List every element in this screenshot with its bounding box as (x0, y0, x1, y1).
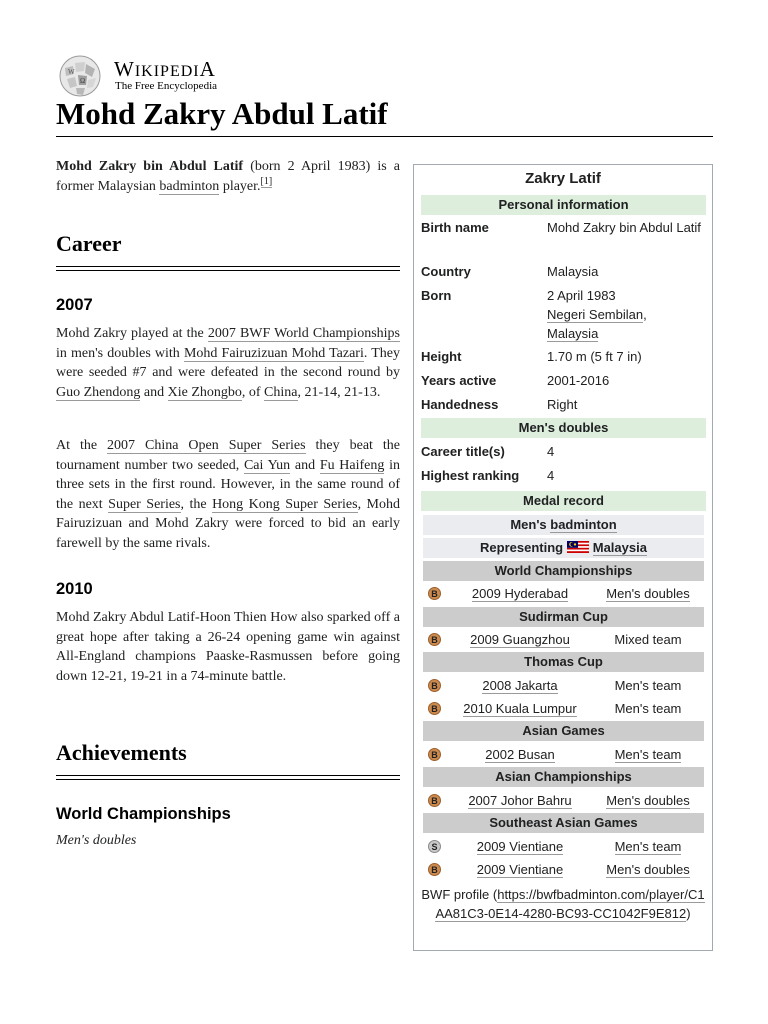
medal-category-link[interactable]: Men's doubles (606, 862, 690, 877)
heading-2010: 2010 (56, 580, 93, 598)
infobox-title: Zakry Latif (525, 170, 601, 187)
subject-name: Mohd Zakry bin Abdul Latif (56, 159, 244, 174)
svg-text:Ω: Ω (80, 77, 86, 85)
wikipedia-wordmark: WIKIPEDIA (114, 57, 216, 81)
medal-section-southeast-asian-games: Southeast Asian Games (423, 813, 704, 833)
medal-category-link[interactable]: Men's team (614, 839, 682, 854)
bwf-profile-link[interactable]: https://bwfbadminton.com/player/C1AA81C3-0E14-4280-BC93-CC1042F9E812 (435, 887, 705, 921)
bronze-medal-icon: B (428, 633, 441, 646)
medal-row (423, 790, 704, 811)
bronze-medal-icon: B (428, 863, 441, 876)
link-xie-zhongbo[interactable]: Xie Zhongbo (167, 384, 242, 400)
medal-category-text: Mixed team (614, 632, 682, 647)
paragraph-2007-1-block (56, 324, 400, 416)
link-fu-haifeng[interactable]: Fu Haifeng (319, 457, 385, 473)
link-china[interactable]: China (264, 384, 298, 400)
career-heading-block (56, 231, 400, 271)
medal-event-link[interactable]: 2010 Kuala Lumpur (463, 701, 577, 716)
wikipedia-tagline: The Free Encyclopedia (115, 80, 218, 92)
reference-1[interactable]: [1] (260, 175, 273, 187)
link-2007-china-open[interactable]: 2007 China Open Super Series (107, 438, 306, 453)
medal-section-asian-championships: Asian Championships (423, 767, 704, 787)
intro-section (56, 157, 400, 210)
paragraph-2007-1: Mohd Zakry played at the 2007 BWF World Championships in men's doubles with Mohd Fairuzizuan Mohd Tazari. They were seeded #7 and were defeated in the second round by Guo Zhendong and Xie Zhongbo, of China, 21-14, 21-13. (56, 326, 401, 400)
medal-category-text: Men's team (614, 701, 682, 716)
career-heading: Career (56, 231, 122, 256)
link-guo-zhendong[interactable]: Guo Zhendong (56, 384, 141, 400)
section-2007 (56, 296, 400, 315)
bronze-medal-icon: B (428, 587, 441, 600)
link-badminton-medal[interactable]: badminton (550, 517, 617, 532)
link-mohd-fairuzizuan[interactable]: Mohd Fairuzizuan Mohd Tazari (183, 345, 364, 361)
paragraph-2007-2-block (56, 436, 400, 567)
mens-doubles-header: Men's doubles (421, 418, 706, 438)
mens-doubles-caption: Men's doubles (56, 833, 137, 848)
paragraph-2007-2: At the 2007 China Open Super Series they beat the tournament number two seeded, Cai Yun and Fu Haifeng in three sets in the first round. However, in the same round of the next Super Series, the Hong Kong Super Series, Mohd Fairuzizuan and Mohd Zakry were forced to bid an early farewell by the same rivals. (56, 438, 401, 551)
medal-row (423, 836, 704, 857)
medal-category-link[interactable]: Men's doubles (606, 793, 690, 808)
medal-row (423, 675, 704, 696)
page-title: Mohd Zakry Abdul Latif (56, 96, 388, 131)
link-super-series[interactable]: Super Series (108, 496, 181, 512)
section-2010 (56, 580, 400, 599)
medal-row (423, 583, 704, 604)
link-malaysia[interactable]: Malaysia (547, 326, 599, 341)
medal-section-thomas-cup: Thomas Cup (423, 652, 704, 672)
section-divider (56, 266, 400, 271)
medal-event-link[interactable]: 2008 Jakarta (482, 678, 558, 693)
medal-event-link[interactable]: 2009 Hyderabad (471, 586, 569, 601)
svg-text:W: W (68, 68, 75, 76)
medal-row (423, 744, 704, 765)
infobox: Zakry Latif Personal information Birth name Mohd Zakry bin Abdul Latif Country Malaysia Born 2 April 1983 Negeri Sembilan, Malaysia Height 1.70 m (5 ft 7 in) Years active 2001-2016 Handedness Right Men's doubles Career title(s) 4 Highest ranking 4 Medal record Men's badminton Representing Malaysia World Championships B 2009 Hyderabad Men's doubles Sudirman Cup B 2009 Guangzhou Mixed team Thomas Cup B 2008 Jakarta Men's team B 2010 Kuala Lumpur Men's team Asian Games B 2002 Busan Men's team Asian Championships B 2007 Johor Bahru Men's doubles Southeast Asian Games S 2009 Vientiane Men's team B 2009 Vientiane Men's doubles BWF profile (https://bwfbadminton.com/player/C1AA81C3-0E14-4280-BC93-CC1042F9E812) (413, 164, 713, 951)
medal-row (423, 629, 704, 650)
medal-section-asian-games: Asian Games (423, 721, 704, 741)
intro-paragraph: Mohd Zakry bin Abdul Latif (born 2 April 1983) is a former Malaysian badminton player.[1] (56, 159, 400, 194)
world-championships-block (56, 805, 400, 824)
world-championships-heading: World Championships (56, 805, 231, 823)
link-2007-bwf-world-championships[interactable]: 2007 BWF World Championships (207, 326, 400, 341)
medal-event-link[interactable]: 2009 Guangzhou (470, 632, 570, 647)
link-badminton[interactable]: badminton (159, 178, 220, 194)
link-representing-malaysia[interactable]: Malaysia (592, 540, 647, 555)
silver-medal-icon: S (428, 840, 441, 853)
medal-event-link[interactable]: 2009 Vientiane (476, 862, 564, 877)
section-divider (56, 775, 400, 780)
title-divider (56, 136, 713, 137)
medal-record-header: Medal record (421, 491, 706, 511)
medal-event-link[interactable]: 2007 Johor Bahru (468, 793, 572, 808)
medal-sport-row: Men's badminton (423, 515, 704, 535)
heading-2007: 2007 (56, 296, 93, 314)
bronze-medal-icon: B (428, 702, 441, 715)
bwf-profile-footer: BWF profile (https://bwfbadminton.com/player/C1AA81C3-0E14-4280-BC93-CC1042F9E812) (421, 887, 705, 921)
bronze-medal-icon: B (428, 748, 441, 761)
personal-information-header: Personal information (421, 195, 706, 215)
medal-event-link[interactable]: 2009 Vientiane (476, 839, 564, 854)
medal-section-world-championships: World Championships (423, 561, 704, 581)
medal-row (423, 698, 704, 719)
wikipedia-globe-icon (56, 54, 104, 98)
bronze-medal-icon: B (428, 794, 441, 807)
bronze-medal-icon: B (428, 679, 441, 692)
paragraph-2010-block (56, 608, 400, 700)
paragraph-2010: Mohd Zakry Abdul Latif-Hoon Thien How also sparked off a great hope after taking a 26-24 opening game win against All-England champions Paaske-Rasmussen before going down 12-21, 19-21 in a 74-minute battle. (56, 610, 400, 684)
link-hong-kong-super-series[interactable]: Hong Kong Super Series (212, 496, 358, 512)
achievements-heading-block (56, 740, 400, 780)
medal-category-link[interactable]: Men's team (614, 747, 682, 762)
wikipedia-logo[interactable] (56, 54, 256, 98)
achievements-heading: Achievements (56, 740, 187, 765)
link-negeri-sembilan[interactable]: Negeri Sembilan (547, 307, 644, 322)
medal-category-link[interactable]: Men's doubles (606, 586, 690, 601)
malaysia-flag-icon (567, 541, 589, 553)
representing-row: Representing Malaysia (423, 538, 704, 558)
medal-event-link[interactable]: 2002 Busan (485, 747, 555, 762)
link-cai-yun[interactable]: Cai Yun (243, 457, 291, 473)
medal-section-sudirman-cup: Sudirman Cup (423, 607, 704, 627)
medal-category-text: Men's team (614, 678, 682, 693)
medal-row (423, 859, 704, 880)
mens-doubles-caption-block (56, 833, 400, 849)
